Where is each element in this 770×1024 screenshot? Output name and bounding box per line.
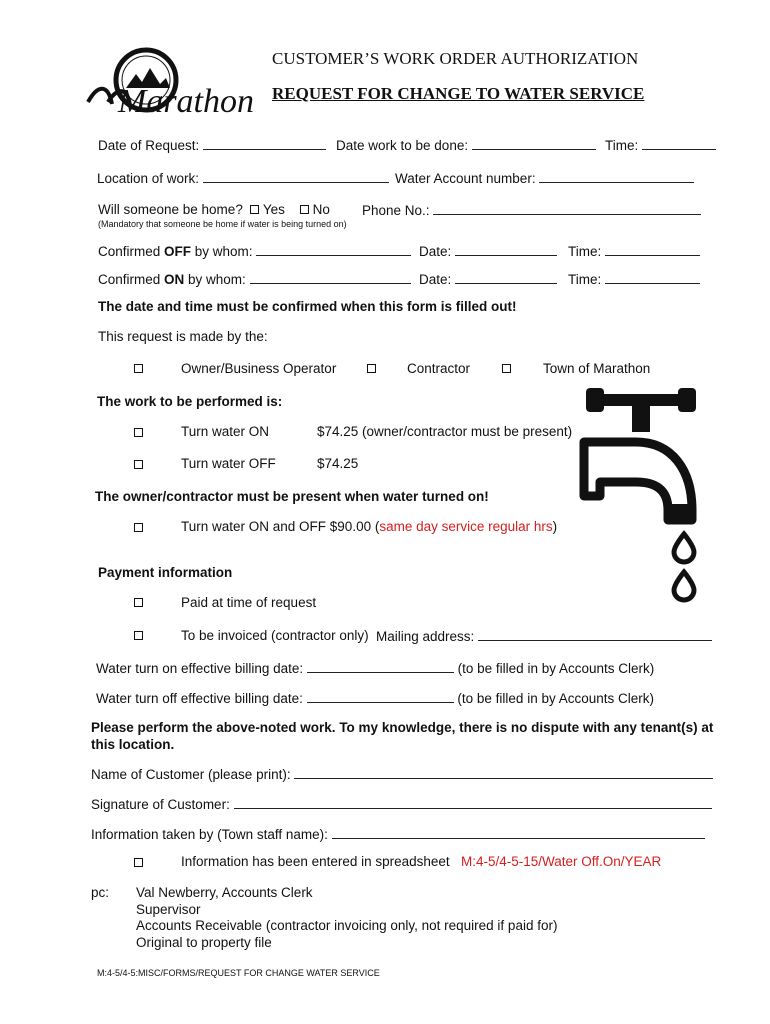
- town-logo-icon: [78, 44, 254, 124]
- pc-label: pc:: [91, 885, 110, 900]
- work-heading: The work to be performed is:: [97, 394, 283, 409]
- date-of-request-row: [98, 137, 326, 153]
- date-of-request-field[interactable]: [203, 137, 326, 150]
- confirmed-on-field[interactable]: [250, 271, 411, 284]
- time-label: Time:: [605, 138, 639, 153]
- yes-checkbox[interactable]: [250, 205, 259, 214]
- confirmed-on-date-field[interactable]: [455, 271, 557, 284]
- water-account-field[interactable]: [539, 170, 694, 183]
- spreadsheet-row: [181, 854, 661, 869]
- billing-off-field[interactable]: [307, 690, 454, 703]
- spreadsheet-label: Information has been entered in spreadsheet: [181, 854, 450, 869]
- customer-signature-field[interactable]: [234, 796, 712, 809]
- pc-item: Accounts Receivable (contractor invoicing only, not required if paid for): [136, 918, 558, 933]
- confirmed-on-label-bold: ON: [164, 272, 185, 287]
- billing-off-row: [96, 690, 654, 706]
- confirm-notice: The date and time must be confirmed when this form is filled out!: [98, 299, 517, 314]
- phone-field[interactable]: [433, 202, 701, 215]
- customer-signature-label: Signature of Customer:: [91, 797, 230, 812]
- billing-off-note: (to be filled in by Accounts Clerk): [457, 691, 654, 706]
- town-option-label: Town of Marathon: [543, 361, 651, 376]
- time-row: [605, 137, 716, 153]
- location-row: [97, 170, 389, 186]
- logo-text: Marathon: [118, 83, 254, 120]
- time-field[interactable]: [642, 137, 716, 150]
- present-notice: The owner/contractor must be present when water turned on!: [95, 489, 489, 504]
- customer-name-label: Name of Customer (please print):: [91, 767, 291, 782]
- confirmed-on-time-label: Time:: [568, 272, 602, 287]
- water-faucet-icon: [576, 386, 706, 616]
- confirmed-off-time-field[interactable]: [605, 243, 700, 256]
- confirmed-off-field[interactable]: [256, 243, 411, 256]
- confirmed-off-time-row: [568, 243, 700, 259]
- turn-on-price: $74.25 (owner/contractor must be present): [317, 424, 573, 439]
- owner-checkbox[interactable]: [134, 364, 143, 373]
- mandatory-note: (Mandatory that someone be home if water is being turned on): [98, 219, 347, 229]
- spreadsheet-checkbox[interactable]: [134, 858, 143, 867]
- request-by-label: This request is made by the:: [98, 329, 268, 344]
- water-account-label: Water Account number:: [395, 171, 536, 186]
- turn-off-label: Turn water OFF: [181, 456, 276, 471]
- no-label: No: [312, 202, 330, 217]
- paid-label: Paid at time of request: [181, 595, 317, 610]
- date-work-field[interactable]: [472, 137, 596, 150]
- staff-name-label: Information taken by (Town staff name):: [91, 827, 328, 842]
- customer-name-field[interactable]: [294, 766, 713, 779]
- turn-onoff-label: Turn water ON and OFF $90.00 (: [181, 519, 380, 534]
- confirmed-off-date-row: [419, 243, 557, 259]
- date-work-row: [336, 137, 596, 153]
- water-account-row: [395, 170, 694, 186]
- turn-onoff-checkbox[interactable]: [134, 523, 143, 532]
- contractor-option-label: Contractor: [407, 361, 471, 376]
- confirmed-on-date-row: [419, 271, 557, 287]
- billing-off-label: Water turn off effective billing date:: [96, 691, 303, 706]
- confirmed-on-label-post: by whom:: [184, 272, 246, 287]
- contractor-checkbox[interactable]: [367, 364, 376, 373]
- staff-name-row: [91, 826, 705, 842]
- someone-home-label: Will someone be home?: [98, 202, 243, 217]
- confirmed-on-label-pre: Confirmed: [98, 272, 165, 287]
- declaration-line-1: Please perform the above-noted work. To my knowledge, there is no dispute with any tenant(s) at: [91, 720, 714, 735]
- mailing-label: Mailing address:: [376, 629, 475, 644]
- customer-name-row: [91, 766, 713, 782]
- phone-row: [362, 202, 701, 218]
- invoiced-checkbox[interactable]: [134, 631, 143, 640]
- confirmed-off-label-pre: Confirmed: [98, 244, 165, 259]
- mailing-field[interactable]: [478, 628, 712, 641]
- pc-item: Val Newberry, Accounts Clerk: [136, 885, 313, 900]
- confirmed-off-time-label: Time:: [568, 244, 602, 259]
- date-of-request-label: Date of Request:: [98, 138, 200, 153]
- billing-on-label: Water turn on effective billing date:: [96, 661, 304, 676]
- billing-on-row: [96, 660, 654, 676]
- customer-signature-row: [91, 796, 712, 812]
- pc-list: [136, 885, 557, 951]
- footer-path: M:4-5/4-5:MISC/FORMS/REQUEST FOR CHANGE WATER SERVICE: [97, 968, 380, 978]
- payment-heading: Payment information: [98, 565, 233, 580]
- pc-item: Supervisor: [136, 901, 201, 917]
- confirmed-off-date-label: Date:: [419, 244, 452, 259]
- confirmed-on-time-field[interactable]: [605, 271, 700, 284]
- phone-label: Phone No.:: [362, 203, 430, 218]
- confirmed-off-label-bold: OFF: [164, 244, 192, 259]
- billing-on-note: (to be filled in by Accounts Clerk): [457, 661, 655, 676]
- owner-option-label: Owner/Business Operator: [181, 361, 337, 376]
- billing-on-field[interactable]: [307, 660, 454, 673]
- form-title: CUSTOMER’S WORK ORDER AUTHORIZATION: [272, 49, 639, 68]
- confirmed-on-date-label: Date:: [419, 272, 452, 287]
- turn-onoff-red-note: same day service regular hrs: [379, 519, 553, 534]
- town-checkbox[interactable]: [502, 364, 511, 373]
- location-field[interactable]: [203, 170, 389, 183]
- turn-onoff-close: ): [552, 519, 558, 534]
- invoiced-label: To be invoiced (contractor only): [181, 628, 369, 643]
- pc-item: Original to property file: [136, 934, 272, 950]
- no-checkbox[interactable]: [300, 205, 309, 214]
- turn-off-price: $74.25: [317, 456, 359, 471]
- date-work-label: Date work to be done:: [336, 138, 469, 153]
- confirmed-off-date-field[interactable]: [455, 243, 557, 256]
- staff-name-field[interactable]: [332, 826, 705, 839]
- paid-checkbox[interactable]: [134, 598, 143, 607]
- turn-on-label: Turn water ON: [181, 424, 270, 439]
- confirmed-on-row: [98, 271, 411, 287]
- spreadsheet-path: M:4-5/4-5-15/Water Off.On/YEAR: [460, 854, 662, 869]
- location-label: Location of work:: [97, 171, 200, 186]
- confirmed-off-label-post: by whom:: [191, 244, 253, 259]
- turn-off-checkbox[interactable]: [134, 460, 143, 469]
- declaration-line-2: this location.: [91, 737, 175, 752]
- yes-label: Yes: [262, 202, 285, 217]
- mailing-row: [376, 628, 712, 644]
- someone-home-row: [98, 202, 330, 217]
- form-subtitle: REQUEST FOR CHANGE TO WATER SERVICE: [272, 84, 645, 103]
- turn-onoff-row: [181, 519, 557, 534]
- confirmed-on-time-row: [568, 271, 700, 287]
- turn-on-checkbox[interactable]: [134, 428, 143, 437]
- confirmed-off-row: [98, 243, 411, 259]
